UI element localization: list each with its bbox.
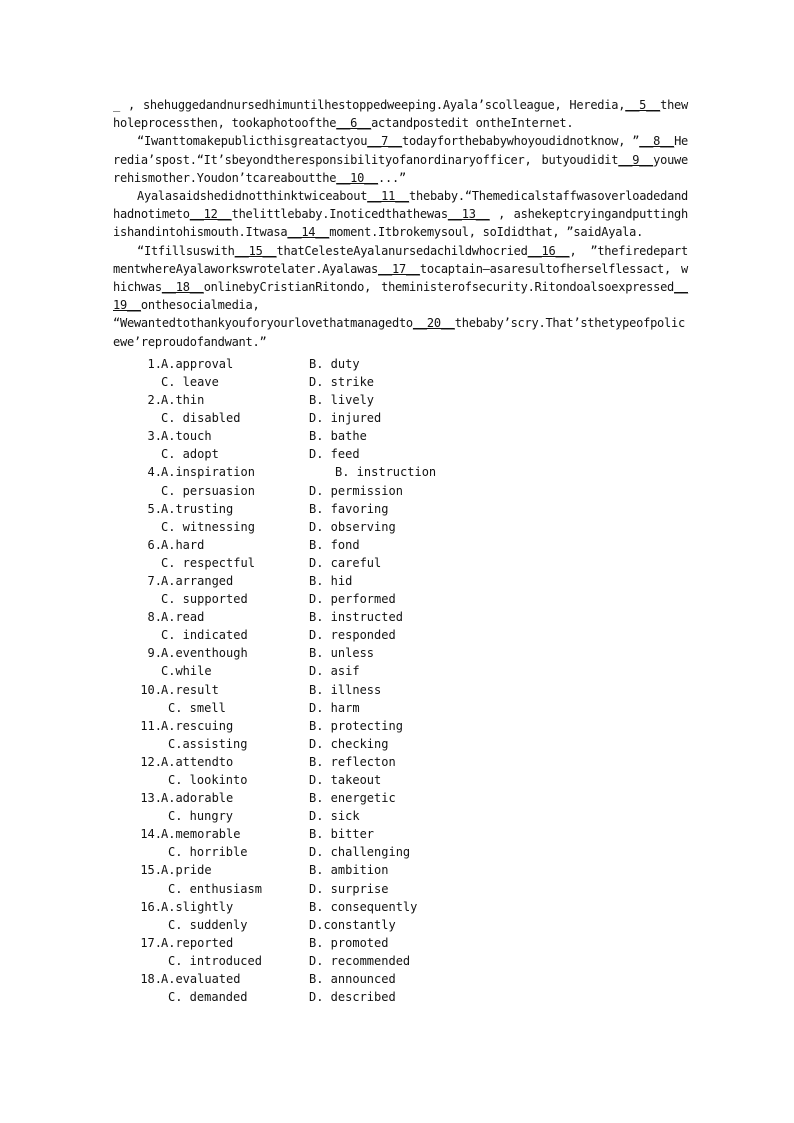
question-number: 8.: [147, 610, 162, 625]
answer-blank: __14__: [287, 225, 330, 240]
question-row: [113, 644, 688, 662]
option-c: C. persuasion: [161, 483, 255, 498]
option-b: B. promoted: [309, 935, 389, 950]
option-c: C. demanded: [168, 990, 248, 1005]
passage-text: tocaptain—asaresultofherselflessact, whichwas: [113, 261, 688, 295]
option-c: C. disabled: [161, 411, 241, 426]
question-number: 10.: [140, 682, 162, 697]
option-a: A.arranged: [161, 573, 234, 588]
option-c: C. introduced: [168, 953, 262, 968]
question-row-second: [113, 807, 688, 825]
option-c: C. smell: [168, 700, 226, 715]
option-a: A.reported: [161, 935, 234, 950]
option-a: A.result: [161, 682, 219, 697]
question-row-second: [113, 626, 688, 644]
option-b: B. instructed: [309, 610, 403, 625]
passage-text: todayforthebabywhoyoudidnotknow, ”: [402, 134, 640, 149]
option-d: D.constantly: [309, 917, 396, 932]
passage-text: thatCelesteAyalanursedachildwhocried: [276, 243, 528, 258]
option-c: C. adopt: [161, 447, 219, 462]
option-a: A.eventhough: [161, 646, 248, 661]
answer-blank: __15__: [234, 243, 277, 258]
passage-text: thebaby.“Themedicalstaffwasoverloadedandhadnotimeto: [113, 189, 689, 222]
answer-blank: __5__: [625, 98, 661, 112]
option-a: A.rescuing: [161, 718, 234, 733]
question-number: 11.: [140, 718, 162, 733]
option-b: B. illness: [309, 682, 382, 697]
question-row-second: [113, 952, 688, 970]
option-a: A.attendto: [161, 754, 234, 769]
question-row: [113, 898, 688, 916]
option-d: D. challenging: [309, 845, 411, 860]
question-row: [113, 681, 688, 699]
question-number: 14.: [140, 827, 162, 842]
question-row-second: [113, 409, 688, 427]
question-number: 3.: [147, 429, 162, 444]
question-number: 5.: [147, 501, 162, 516]
answer-blank: __13__: [447, 207, 490, 222]
option-b: B. fond: [309, 537, 360, 552]
question-row: [113, 572, 688, 590]
option-b: B. bathe: [309, 429, 367, 444]
answer-blank: __10__: [336, 170, 379, 185]
option-b: B. unless: [309, 646, 375, 661]
passage-text: thelittlebaby.Inoticedthathewas: [231, 207, 448, 222]
option-d: D. observing: [309, 519, 396, 534]
question-number: 1.: [147, 356, 162, 371]
passage-text: onthesocialmedia,: [140, 298, 260, 313]
passage-text: youwerehismother.Youdon’tcareaboutthe: [113, 152, 688, 185]
question-row: [113, 825, 688, 843]
question-row: [113, 355, 688, 373]
option-b: B. favoring: [309, 501, 389, 516]
passage-text: moment.Itbrokemysoul, soIdidthat, ”saidAyala.: [329, 225, 644, 240]
option-b: B. reflecton: [309, 754, 396, 769]
passage-text: ...”: [378, 170, 406, 185]
question-row: [113, 608, 688, 626]
option-d: D. described: [309, 990, 396, 1005]
question-row: [113, 391, 688, 409]
question-row-second: [113, 445, 688, 463]
question-row-second: [113, 843, 688, 861]
option-d: D. strike: [309, 374, 375, 389]
answer-blank: __18__: [161, 280, 204, 295]
option-a: A.memorable: [161, 827, 241, 842]
option-c: C. horrible: [168, 845, 248, 860]
option-c: C. indicated: [161, 628, 248, 643]
option-b: B. announced: [309, 972, 396, 987]
option-d: D. careful: [309, 555, 382, 570]
option-b: B. instruction: [335, 465, 437, 480]
passage-text: thebaby’scry.That’sthetypeofpolicewe’reproudofandwant.”: [113, 316, 685, 349]
question-row-second: [113, 988, 688, 1006]
question-row-second: [113, 662, 688, 680]
passage-paragraph: [113, 242, 688, 315]
option-c: C. leave: [161, 374, 219, 389]
passage-text: Heredia’spost.“It’sbeyondtheresponsibilityofanordinaryofficer, butyoudidit: [113, 134, 689, 167]
question-row: [113, 427, 688, 445]
option-a: A.approval: [161, 356, 234, 371]
option-d: D. asif: [309, 664, 360, 679]
question-number: 6.: [147, 537, 162, 552]
question-number: 15.: [140, 863, 162, 878]
option-a: A.adorable: [161, 791, 234, 806]
passage-paragraph: [113, 187, 688, 242]
option-d: D. takeout: [309, 773, 382, 787]
option-d: D. responded: [309, 628, 396, 643]
option-d: D. permission: [309, 483, 403, 498]
question-row: [113, 934, 688, 952]
question-number: 9.: [147, 646, 162, 661]
option-d: D. surprise: [309, 881, 389, 896]
question-row: [113, 861, 688, 879]
exam-page: [113, 96, 688, 1006]
question-row: [113, 463, 688, 481]
passage-text: actandpostedit ontheInternet.: [371, 116, 574, 131]
question-row-second: [113, 590, 688, 608]
question-row-second: [113, 771, 688, 789]
cloze-passage: [113, 96, 688, 351]
option-c: C. respectful: [161, 555, 255, 570]
answer-blank: __11__: [367, 189, 410, 204]
option-c: C. lookinto: [168, 773, 248, 787]
question-row: [113, 500, 688, 518]
option-a: A.evaluated: [161, 972, 241, 987]
question-number: 4.: [147, 465, 162, 480]
passage-text: onlinebyCristianRitondo, theministerofsecurity.Ritondoalsoexpressed: [203, 280, 675, 295]
answer-blank: __12__: [189, 207, 232, 222]
question-number: 2.: [147, 393, 162, 408]
passage-text: “Itfillsuswith: [137, 243, 235, 258]
option-d: D. injured: [309, 411, 382, 426]
option-d: D. sick: [309, 809, 360, 824]
question-row-second: [113, 880, 688, 898]
passage-text: thewholeprocessthen, tookaphotoofthe: [113, 98, 688, 131]
question-options-list: [113, 355, 688, 1006]
passage-text: “Wewantedtothankyouforyourlovethatmanagedto: [113, 316, 413, 331]
option-c: C.assisting: [168, 736, 248, 751]
option-d: D. checking: [309, 736, 389, 751]
answer-blank: __17__: [378, 261, 420, 276]
question-row: [113, 789, 688, 807]
answer-blank: __6__: [336, 116, 372, 131]
question-row-second: [113, 482, 688, 500]
option-b: B. lively: [309, 393, 375, 408]
option-a: A.thin: [161, 393, 205, 408]
question-row-second: [113, 373, 688, 391]
question-row-second: [113, 554, 688, 572]
option-c: C. witnessing: [161, 519, 255, 534]
question-number: 17.: [140, 935, 162, 950]
passage-text: _ , shehuggedandnursedhimuntilhestoppedweeping.Ayala’scolleague, Heredia,: [113, 98, 626, 112]
question-row: [113, 970, 688, 988]
question-row: [113, 717, 688, 735]
answer-blank: __9__: [618, 152, 654, 167]
option-c: C. enthusiasm: [168, 881, 262, 896]
option-a: A.pride: [161, 863, 212, 878]
question-row: [113, 536, 688, 554]
question-row-second: [113, 518, 688, 536]
option-d: D. performed: [309, 592, 396, 607]
option-a: A.hard: [161, 537, 205, 552]
question-row-second: [113, 916, 688, 934]
passage-text: “Iwanttomakepublicthisgreatactyou: [137, 134, 368, 149]
answer-blank: __20__: [412, 316, 455, 331]
option-b: B. protecting: [309, 718, 403, 733]
question-row-second: [113, 699, 688, 717]
passage-paragraph: [113, 96, 688, 132]
answer-blank: __7__: [367, 134, 403, 149]
option-a: A.slightly: [161, 899, 234, 914]
option-c: C. hungry: [168, 809, 234, 824]
question-number: 12.: [140, 754, 162, 769]
option-d: D. recommended: [309, 953, 411, 968]
answer-blank: __8__: [639, 134, 675, 149]
passage-paragraph: [113, 314, 688, 350]
passage-text: , ashekeptcryingandputtinghishandintohismouth.Itwasa: [113, 207, 688, 240]
option-a: A.read: [161, 610, 205, 625]
option-c: C. supported: [161, 592, 248, 607]
option-c: C.while: [161, 664, 212, 679]
option-c: C. suddenly: [168, 917, 248, 932]
option-d: D. harm: [309, 700, 360, 715]
option-b: B. energetic: [309, 791, 396, 806]
answer-blank: __19__: [113, 280, 688, 313]
question-number: 13.: [140, 791, 162, 806]
question-row-second: [113, 735, 688, 753]
option-d: D. feed: [309, 447, 360, 462]
option-a: A.touch: [161, 429, 212, 444]
passage-text: , ”thefiredepartmentwhereAyalaworkswrotelater.Ayalawas: [113, 243, 688, 276]
question-number: 7.: [147, 573, 162, 588]
option-b: B. consequently: [309, 899, 418, 914]
answer-blank: __16__: [527, 243, 570, 258]
option-a: A.inspiration: [161, 465, 255, 480]
passage-paragraph: [113, 132, 688, 187]
option-b: B. hid: [309, 573, 353, 588]
option-a: A.trusting: [161, 501, 234, 516]
question-number: 18.: [140, 972, 162, 987]
passage-text: Ayalasaidshedidnotthinktwiceabout: [137, 189, 368, 204]
option-b: B. duty: [309, 356, 360, 371]
question-number: 16.: [140, 899, 162, 914]
option-b: B. ambition: [309, 863, 389, 878]
option-b: B. bitter: [309, 827, 375, 842]
question-row: [113, 753, 688, 771]
